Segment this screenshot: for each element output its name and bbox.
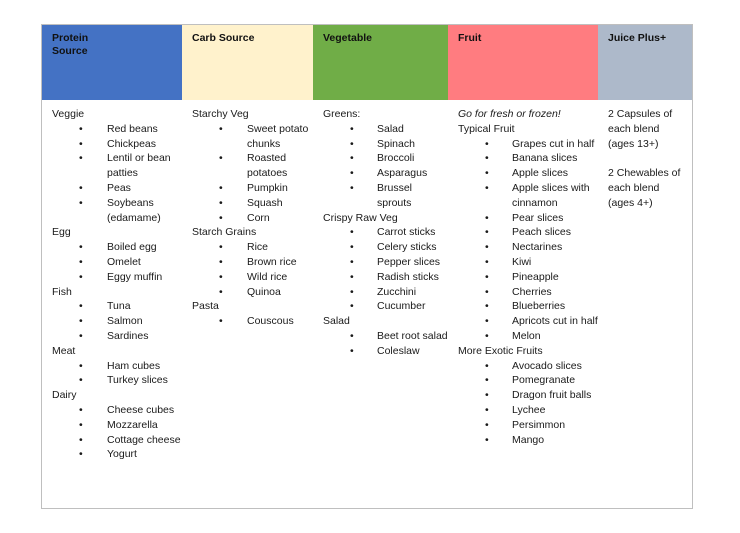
table-body [42,100,692,508]
juice-chewables-text: 2 Chewables of each blend (ages 4+) [608,167,681,209]
list-item: • Dragon fruit balls [458,388,598,403]
category-starch-grains: Starch Grains [192,226,257,239]
category-greens: Greens: [323,108,361,120]
category-egg: Egg [52,226,71,239]
list-item: • Mango [458,433,598,448]
list-item: • Brown rice [192,255,313,270]
meat-list [52,359,182,389]
list-item: • Lychee [458,403,598,418]
list-item: • Asparagus [323,166,448,181]
list-item: • Broccoli [323,151,448,166]
list-item: • Melon [458,329,598,344]
veggie-list [52,122,182,226]
list-item: • Couscous [192,314,313,329]
header-protein-source: Protein Source [42,25,182,100]
list-item: • Pineapple [458,270,598,285]
category-crispy-raw-veg: Crispy Raw Veg [323,211,398,224]
list-item: • Yogurt [52,447,182,462]
list-item: • Chickpeas [52,137,182,152]
list-item: • Avocado slices [458,359,598,374]
list-item: • Apple slices [458,166,598,181]
exotic-fruit-list [458,359,598,448]
list-item: • Omelet [52,255,182,270]
list-item: • Rice [192,240,313,255]
table-header [42,25,692,100]
list-item: • Apple slices with cinnamon [458,181,598,211]
header-carb-source: Carb Source [182,25,313,100]
list-item: • Squash [192,196,313,211]
list-item: • Ham cubes [52,359,182,374]
fish-list [52,299,182,343]
list-item: • Pumpkin [192,181,313,196]
list-item: • Celery sticks [323,240,448,255]
list-item: • Radish sticks [323,270,448,285]
juice-capsules-text: 2 Capsules of each blend (ages 13+) [608,108,673,150]
list-item: • Pepper slices [323,255,448,270]
list-item: • Quinoa [192,285,313,300]
list-item: • Mozzarella [52,418,182,433]
list-item: • Salmon [52,314,182,329]
vegetable-column [313,100,448,508]
salad-list [323,329,448,359]
list-item: • Lentil or bean patties [52,151,182,181]
list-item: • Spinach [323,137,448,152]
food-table [41,24,693,509]
category-dairy: Dairy [52,389,77,402]
carb-column [182,100,313,508]
list-item: • Pomegranate [458,373,598,388]
list-item: • Sardines [52,329,182,344]
header-fruit: Fruit [448,25,598,100]
list-item: • Roasted potatoes [192,151,313,181]
list-item: • Persimmon [458,418,598,433]
header-juice-plus: Juice Plus+ [598,25,692,100]
list-item: • Turkey slices [52,373,182,388]
list-item: • Grapes cut in half [458,137,598,152]
typical-fruit-list [458,137,598,344]
list-item: • Corn [192,211,313,226]
list-item: • Beet root salad [323,329,448,344]
list-item: • Red beans [52,122,182,137]
starchy-veg-list [192,122,313,226]
header-vegetable: Vegetable [313,25,448,100]
list-item: • Banana slices [458,151,598,166]
list-item: • Peas [52,181,182,196]
list-item: • Peach slices [458,225,598,240]
list-item: • Soybeans (edamame) [52,196,182,226]
list-item: • Nectarines [458,240,598,255]
list-item: • Pear slices [458,211,598,226]
dairy-list [52,403,182,462]
category-meat: Meat [52,344,76,357]
category-typical-fruit: Typical Fruit [458,122,515,135]
category-pasta: Pasta [192,300,219,313]
list-item: • Salad [323,122,448,137]
list-item: • Blueberries [458,299,598,314]
greens-list [323,122,448,211]
crispy-raw-veg-list [323,225,448,314]
list-item: • Sweet potato chunks [192,122,313,152]
list-item: • Cherries [458,285,598,300]
list-item: • Zucchini [323,285,448,300]
list-item: • Carrot sticks [323,225,448,240]
spacer [608,151,692,166]
fruit-column [448,100,598,508]
fruit-note: Go for fresh or frozen! [458,108,561,120]
list-item: • Eggy muffin [52,270,182,285]
protein-column [42,100,182,508]
pasta-list [192,314,313,329]
category-salad: Salad [323,315,350,328]
list-item: • Cheese cubes [52,403,182,418]
category-fish: Fish [52,285,72,298]
category-exotic-fruits: More Exotic Fruits [458,344,543,357]
list-item: • Cucumber [323,299,448,314]
list-item: • Cottage cheese [52,433,182,448]
list-item: • Boiled egg [52,240,182,255]
egg-list [52,240,182,284]
list-item: • Wild rice [192,270,313,285]
list-item: • Apricots cut in half [458,314,598,329]
list-item: • Kiwi [458,255,598,270]
juice-plus-column [598,100,692,508]
category-veggie: Veggie [52,108,85,120]
list-item: • Brussel sprouts [323,181,448,211]
category-starchy-veg: Starchy Veg [192,108,249,120]
list-item: • Tuna [52,299,182,314]
list-item: • Coleslaw [323,344,448,359]
starch-grains-list [192,240,313,299]
